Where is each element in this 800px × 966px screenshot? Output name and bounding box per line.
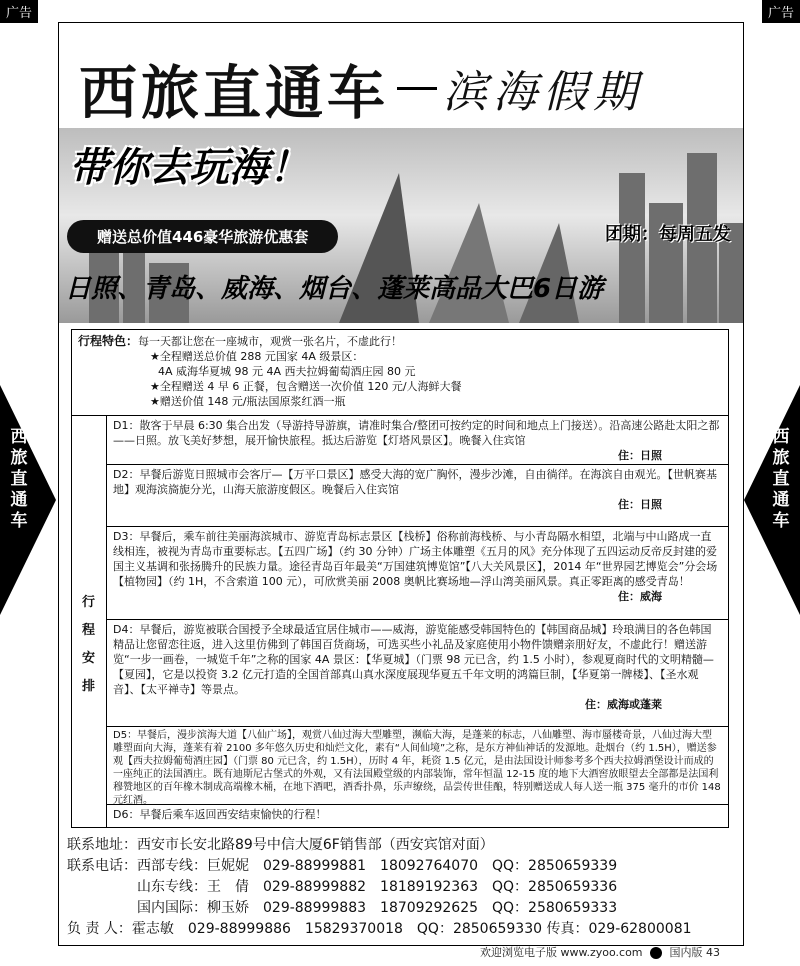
day-text: D6：早餐后乘车返回西安结束愉快的行程！ (113, 808, 327, 821)
contact-mobile: 18092764070 (380, 858, 479, 874)
feature-line: 4A 威海华夏城 98 元 4A 西夫拉姆葡萄酒庄园 80 元 (158, 365, 416, 378)
ad-tag-left: 广告 (0, 0, 38, 23)
side-tab-right (744, 385, 800, 615)
day-text: D3：早餐后，乘车前往美丽海滨城市、游览青岛标志景区【栈桥】俗称前海栈桥、与小青岛隔水相望，北端与中山路成一直线相连，被视为青岛市重要标志。【五四广场】（约 30 分钟）广场主体雕塑《五月的风》充分体现了五四运动反帝反封建的爱国主义基调和张扬腾升的民族力量。途径青岛百年最美“万国建筑博览馆”【八大关风景区】，2014 年“世界园艺博览会”分会场【植物园】（约 1H，不含索道 100 元），可欣赏美丽 2008 奥帆比赛场地—浮山湾美丽风景。真正零距离的感受青岛！ (113, 530, 718, 588)
contact-row (67, 898, 737, 919)
side-char: 通 (772, 490, 790, 510)
day-item (107, 805, 728, 827)
publisher-logo-icon (650, 947, 662, 959)
contact-tel: 029-88999881 (263, 858, 367, 874)
day-item (107, 727, 728, 805)
title-dash (397, 87, 437, 90)
contact-section (67, 835, 737, 940)
page-title: 西旅直通车 (79, 59, 390, 127)
day-text: D5：早餐后，漫步滨海大道【八仙广场】，观赏八仙过海大型雕塑，濒临大海，是蓬莱的标志，八仙雕塑、海市蜃楼奇景，八仙过海大型雕塑面向大海，蓬莱有着 2100 多年悠久历史和灿烂文化，素有“人间仙境”之称，是东方神仙神话的发源地。赴烟台（约 1.5H），赠送参观【西夫拉姆葡萄酒庄园】（门票 80 元已含，约 1.5H），历时 4 年，耗资 1.5 亿元，是由法国设计师参考多个西夫拉姆酒堡设计而成的一座纯正的法国酒庄。既有迪斯尼古堡式的外观，又有法国殿堂级的内部装饰，常年恒温 12-15 度的地下大酒窖放眼望去全部都是法国利穆赞地区的百年橡木制成高端橡木桶，在地下酒吧，酒香扑鼻，乐声缭绕，品尝传世佳酿，特别赠送成人每人送一瓶 375 毫升的市价 148 元红酒。 (113, 730, 721, 806)
contact-address: 联系地址：西安市长安北路89号中信大厦6F销售部（西安宾馆对面） (67, 837, 494, 853)
contact-row (67, 856, 737, 877)
ad-tag-right: 广告 (762, 0, 800, 23)
schedule-char: 程 (82, 623, 96, 638)
side-char: 直 (10, 469, 28, 489)
feature-line: ★赠送价值 148 元/瓶法国原浆红酒一瓶 (150, 395, 346, 408)
schedule-char: 排 (82, 679, 96, 694)
day-text: D4：早餐后，游览被联合国授予全球最适宜居住城市——威海，游览能感受韩国特色的【韩国商品城】玲琅满目的各色韩国精品让您留恋往返，进入这里仿佛到了韩国百货商场，可选买些小礼品及家庭使用小物件馈赠亲朋好友，不虚此行！赠送游览“一步一画卷，一城览千年”之称的国家 4A 景区：【华夏城】（门票 98 元已含，约 1.5 小时），参观夏商时代的文明精髓—【夏园】，它是以投资 3.2 亿元打造的全国首部真山真水深度展现华夏五千年文明的鸿篇巨制，【华夏第一牌楼】、【圣水观音】、【太平禅寺】等景点。 (113, 623, 714, 696)
day-text: D2：早餐后游览日照城市会客厅—【万平口景区】感受大海的宽广胸怀，漫步沙滩，自由徜徉。在海滨自由观光。【世帆赛基地】观海滨旖旎分光，山海天旅游度假区。晚餐后入住宾馆 (113, 468, 717, 496)
route-title: 日照、青岛、威海、烟台、蓬莱高品大巴6日游 (65, 274, 604, 304)
gift-badge: 赠送总价值446豪华旅游优惠套 (67, 220, 338, 253)
title-row (79, 43, 643, 133)
footer-edition: 国内版 43 (669, 946, 721, 959)
day-item (107, 465, 728, 527)
day-stay: 住：日照 (618, 449, 662, 462)
contact-qq: QQ：2580659333 (492, 900, 618, 916)
side-char: 西 (10, 427, 28, 447)
day-item (107, 620, 728, 727)
banner-headline: 带你去玩海！ (69, 145, 309, 191)
day-stay: 住：日照 (618, 498, 662, 511)
schedule-char: 安 (82, 651, 96, 666)
ad-frame (58, 22, 744, 946)
day-stay: 住：威海或蓬莱 (585, 698, 662, 711)
side-tab-left (0, 385, 56, 615)
day-item (107, 527, 728, 620)
itinerary-box (71, 329, 729, 828)
day-stay: 住：威海 (618, 590, 662, 603)
contact-name: 西部专线：巨妮妮 (137, 858, 249, 874)
side-char: 旅 (772, 448, 790, 468)
contact-tel: 029-88999882 (263, 879, 367, 895)
contact-manager: 负 责 人：霍志敏 029-88999886 15829370018 QQ：2850659330 传真：029-62800081 (67, 921, 692, 937)
features-label: 行程特色： (78, 334, 139, 348)
day-item (107, 416, 728, 465)
contact-phone-label: 联系电话： (67, 858, 137, 874)
contact-name: 山东专线：王 倩 (137, 879, 249, 895)
footer-text: 欢迎浏览电子版 www.zyoo.com (480, 946, 643, 959)
feature-line: ★全程赠送总价值 288 元国家 4A 级景区： (150, 350, 364, 363)
contact-mobile: 18189192363 (380, 879, 479, 895)
schedule-label (72, 416, 107, 827)
features-intro: 每一天都让您在一座城市，观赏一张名片，不虚此行！ (138, 335, 403, 348)
side-char: 旅 (10, 448, 28, 468)
features-section (72, 330, 728, 416)
contact-row (67, 877, 737, 898)
side-char: 通 (10, 490, 28, 510)
side-char: 西 (772, 427, 790, 447)
contact-qq: QQ：2850659339 (492, 858, 618, 874)
group-date: 团期：每周五发 (605, 224, 731, 245)
page-footer (480, 944, 800, 960)
day-text: D1：散客于早晨 6:30 集合出发（导游持导游旗，请准时集合/整团可按约定的时间和地点上门接送）。沿高速公路赴太阳之都——日照。放飞美好梦想，展开愉快旅程。抵达后游览【灯塔风景区】。晚餐入住宾馆 (113, 419, 720, 447)
side-char: 车 (772, 511, 790, 531)
side-char: 直 (772, 469, 790, 489)
side-char: 车 (10, 511, 28, 531)
contact-mobile: 18709292625 (380, 900, 479, 916)
schedule-char: 行 (82, 595, 96, 610)
contact-name: 国内国际：柳玉娇 (137, 900, 249, 916)
page-subtitle: 滨海假期 (443, 67, 644, 118)
banner-image (59, 128, 743, 323)
feature-line: ★全程赠送 4 早 6 正餐，包含赠送一次价值 120 元/人海鲜大餐 (150, 380, 462, 393)
contact-qq: QQ：2850659336 (492, 879, 618, 895)
contact-tel: 029-88999883 (263, 900, 367, 916)
